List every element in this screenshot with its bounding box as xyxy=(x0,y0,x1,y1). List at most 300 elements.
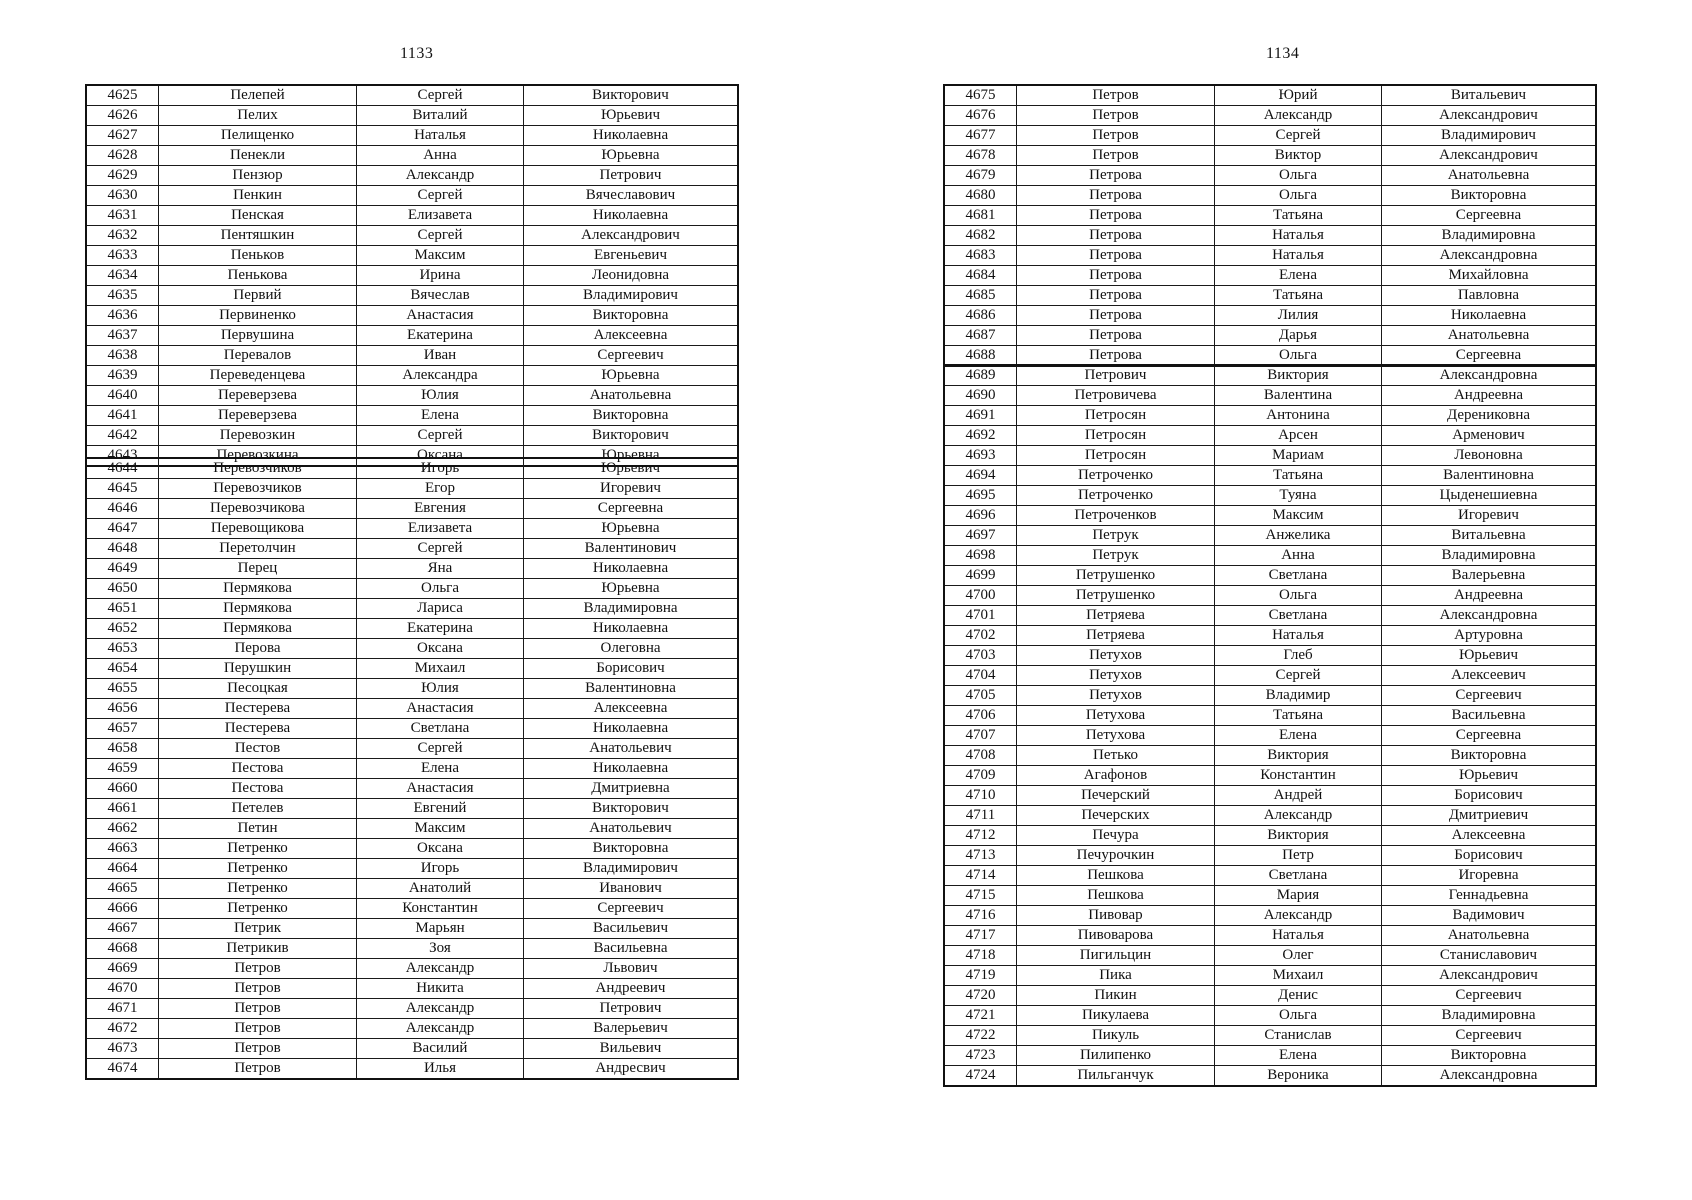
patronymic-cell: Валентинович xyxy=(524,539,739,559)
row-number-cell: 4724 xyxy=(944,1066,1017,1087)
surname-cell: Пелепей xyxy=(159,85,357,106)
page-number-right: 1134 xyxy=(1266,45,1300,62)
surname-cell: Пестова xyxy=(159,759,357,779)
table-row xyxy=(944,446,1596,466)
surname-cell: Петроченко xyxy=(1017,486,1215,506)
table-row xyxy=(86,899,738,919)
first-name-cell: Оксана xyxy=(357,446,524,467)
surname-cell: Пенекли xyxy=(159,146,357,166)
table-row xyxy=(86,458,738,479)
patronymic-cell: Иванович xyxy=(524,879,739,899)
patronymic-cell: Артуровна xyxy=(1382,626,1597,646)
first-name-cell: Никита xyxy=(357,979,524,999)
surname-cell: Пестова xyxy=(159,779,357,799)
surname-cell: Пикин xyxy=(1017,986,1215,1006)
patronymic-cell: Сергеевна xyxy=(1382,206,1597,226)
table-row xyxy=(944,406,1596,426)
table-row xyxy=(86,1039,738,1059)
surname-cell: Пестов xyxy=(159,739,357,759)
row-number-cell: 4659 xyxy=(86,759,159,779)
patronymic-cell: Викторовна xyxy=(1382,746,1597,766)
table-row xyxy=(86,879,738,899)
patronymic-cell: Александровна xyxy=(1382,246,1597,266)
table-row xyxy=(86,779,738,799)
surname-cell: Перевозкина xyxy=(159,446,357,467)
first-name-cell: Ольга xyxy=(1215,166,1382,186)
first-name-cell: Максим xyxy=(357,246,524,266)
surname-cell: Перевозчиков xyxy=(159,479,357,499)
first-name-cell: Елена xyxy=(357,406,524,426)
row-number-cell: 4701 xyxy=(944,606,1017,626)
surname-cell: Песоцкая xyxy=(159,679,357,699)
row-number-cell: 4642 xyxy=(86,426,159,446)
patronymic-cell: Анатольевна xyxy=(1382,166,1597,186)
row-number-cell: 4689 xyxy=(944,365,1017,386)
first-name-cell: Екатерина xyxy=(357,619,524,639)
first-name-cell: Вероника xyxy=(1215,1066,1382,1087)
row-number-cell: 4675 xyxy=(944,85,1017,106)
surname-cell: Петров xyxy=(159,999,357,1019)
first-name-cell: Сергей xyxy=(357,739,524,759)
row-number-cell: 4656 xyxy=(86,699,159,719)
row-number-cell: 4640 xyxy=(86,386,159,406)
patronymic-cell: Анатольевна xyxy=(524,386,739,406)
table-row xyxy=(86,146,738,166)
table-row xyxy=(944,526,1596,546)
first-name-cell: Анна xyxy=(1215,546,1382,566)
table-row xyxy=(944,226,1596,246)
first-name-cell: Анна xyxy=(357,146,524,166)
surname-cell: Петроченков xyxy=(1017,506,1215,526)
first-name-cell: Виктория xyxy=(1215,746,1382,766)
first-name-cell: Евгения xyxy=(357,499,524,519)
patronymic-cell: Игоревна xyxy=(1382,866,1597,886)
surname-cell: Агафонов xyxy=(1017,766,1215,786)
patronymic-cell: Валентиновна xyxy=(1382,466,1597,486)
first-name-cell: Вячеслав xyxy=(357,286,524,306)
table-row xyxy=(86,519,738,539)
row-number-cell: 4682 xyxy=(944,226,1017,246)
first-name-cell: Елена xyxy=(357,759,524,779)
row-number-cell: 4651 xyxy=(86,599,159,619)
surname-cell: Перевощикова xyxy=(159,519,357,539)
surname-cell: Петрова xyxy=(1017,246,1215,266)
table-row xyxy=(86,679,738,699)
table-row xyxy=(86,326,738,346)
surname-cell: Петров xyxy=(1017,85,1215,106)
patronymic-cell: Алексеевна xyxy=(524,699,739,719)
surname-cell: Петухов xyxy=(1017,646,1215,666)
row-number-cell: 4720 xyxy=(944,986,1017,1006)
surname-cell: Первушина xyxy=(159,326,357,346)
row-number-cell: 4693 xyxy=(944,446,1017,466)
table-row xyxy=(86,799,738,819)
table-row xyxy=(86,699,738,719)
table-row xyxy=(944,306,1596,326)
patronymic-cell: Борисович xyxy=(1382,846,1597,866)
row-number-cell: 4667 xyxy=(86,919,159,939)
patronymic-cell: Сергеевич xyxy=(1382,986,1597,1006)
first-name-cell: Сергей xyxy=(357,426,524,446)
row-number-cell: 4655 xyxy=(86,679,159,699)
first-name-cell: Юлия xyxy=(357,679,524,699)
row-number-cell: 4626 xyxy=(86,106,159,126)
row-number-cell: 4679 xyxy=(944,166,1017,186)
patronymic-cell: Юрьевич xyxy=(524,458,739,479)
row-number-cell: 4668 xyxy=(86,939,159,959)
row-number-cell: 4652 xyxy=(86,619,159,639)
row-number-cell: 4671 xyxy=(86,999,159,1019)
right-page xyxy=(846,0,1692,1200)
patronymic-cell: Александровна xyxy=(1382,606,1597,626)
surname-cell: Пестерева xyxy=(159,719,357,739)
surname-cell: Переверзева xyxy=(159,406,357,426)
first-name-cell: Александра xyxy=(357,366,524,386)
row-number-cell: 4719 xyxy=(944,966,1017,986)
first-name-cell: Оксана xyxy=(357,639,524,659)
first-name-cell: Константин xyxy=(357,899,524,919)
surname-cell: Пикулаева xyxy=(1017,1006,1215,1026)
patronymic-cell: Сергеевна xyxy=(1382,726,1597,746)
patronymic-cell: Петрович xyxy=(524,166,739,186)
first-name-cell: Светлана xyxy=(1215,606,1382,626)
table-row xyxy=(944,566,1596,586)
first-name-cell: Наталья xyxy=(1215,246,1382,266)
patronymic-cell: Васильевна xyxy=(524,939,739,959)
first-name-cell: Татьяна xyxy=(1215,466,1382,486)
table-row xyxy=(944,966,1596,986)
patronymic-cell: Викторович xyxy=(524,799,739,819)
row-number-cell: 4691 xyxy=(944,406,1017,426)
row-number-cell: 4650 xyxy=(86,579,159,599)
table-row xyxy=(944,1046,1596,1066)
surname-cell: Петров xyxy=(159,979,357,999)
patronymic-cell: Владимировна xyxy=(524,599,739,619)
row-number-cell: 4681 xyxy=(944,206,1017,226)
surname-cell: Петухова xyxy=(1017,726,1215,746)
patronymic-cell: Викторович xyxy=(524,85,739,106)
first-name-cell: Ольга xyxy=(1215,586,1382,606)
row-number-cell: 4673 xyxy=(86,1039,159,1059)
first-name-cell: Анжелика xyxy=(1215,526,1382,546)
row-number-cell: 4717 xyxy=(944,926,1017,946)
row-number-cell: 4683 xyxy=(944,246,1017,266)
surname-cell: Петрова xyxy=(1017,226,1215,246)
surname-cell: Печурочкин xyxy=(1017,846,1215,866)
patronymic-cell: Сергеевич xyxy=(524,899,739,919)
surname-cell: Перевозкин xyxy=(159,426,357,446)
row-number-cell: 4629 xyxy=(86,166,159,186)
surname-cell: Перетолчин xyxy=(159,539,357,559)
patronymic-cell: Игоревич xyxy=(1382,506,1597,526)
row-number-cell: 4712 xyxy=(944,826,1017,846)
patronymic-cell: Анатольевна xyxy=(1382,326,1597,346)
surname-cell: Петров xyxy=(159,1039,357,1059)
patronymic-cell: Левоновна xyxy=(1382,446,1597,466)
patronymic-cell: Васильевна xyxy=(1382,706,1597,726)
table-row xyxy=(944,466,1596,486)
surname-cell: Печерских xyxy=(1017,806,1215,826)
surname-cell: Петухов xyxy=(1017,666,1215,686)
first-name-cell: Яна xyxy=(357,559,524,579)
patronymic-cell: Дмитриевич xyxy=(1382,806,1597,826)
row-number-cell: 4638 xyxy=(86,346,159,366)
table-row xyxy=(944,346,1596,367)
first-name-cell: Василий xyxy=(357,1039,524,1059)
patronymic-cell: Анатольевич xyxy=(524,739,739,759)
patronymic-cell: Владимирович xyxy=(524,286,739,306)
table-row xyxy=(944,826,1596,846)
table-row xyxy=(944,546,1596,566)
first-name-cell: Марьян xyxy=(357,919,524,939)
row-number-cell: 4643 xyxy=(86,446,159,467)
first-name-cell: Наталья xyxy=(357,126,524,146)
first-name-cell: Екатерина xyxy=(357,326,524,346)
row-number-cell: 4637 xyxy=(86,326,159,346)
patronymic-cell: Андреевич xyxy=(524,979,739,999)
surname-cell: Петрик xyxy=(159,919,357,939)
surname-cell: Пестерева xyxy=(159,699,357,719)
first-name-cell: Максим xyxy=(357,819,524,839)
registry-table xyxy=(943,84,1597,367)
row-number-cell: 4677 xyxy=(944,126,1017,146)
row-number-cell: 4698 xyxy=(944,546,1017,566)
first-name-cell: Александр xyxy=(357,959,524,979)
table-row xyxy=(944,206,1596,226)
patronymic-cell: Игоревич xyxy=(524,479,739,499)
table-row xyxy=(944,85,1596,106)
patronymic-cell: Алексеевна xyxy=(524,326,739,346)
surname-cell: Пика xyxy=(1017,966,1215,986)
patronymic-cell: Вячеславович xyxy=(524,186,739,206)
table-row xyxy=(86,106,738,126)
row-number-cell: 4674 xyxy=(86,1059,159,1080)
patronymic-cell: Сергеевна xyxy=(524,499,739,519)
row-number-cell: 4684 xyxy=(944,266,1017,286)
table-row xyxy=(944,126,1596,146)
row-number-cell: 4708 xyxy=(944,746,1017,766)
first-name-cell: Андрей xyxy=(1215,786,1382,806)
row-number-cell: 4722 xyxy=(944,1026,1017,1046)
surname-cell: Петросян xyxy=(1017,406,1215,426)
table-row xyxy=(86,599,738,619)
row-number-cell: 4676 xyxy=(944,106,1017,126)
surname-cell: Петрикив xyxy=(159,939,357,959)
row-number-cell: 4716 xyxy=(944,906,1017,926)
table-row xyxy=(944,1006,1596,1026)
first-name-cell: Елена xyxy=(1215,266,1382,286)
first-name-cell: Виктория xyxy=(1215,826,1382,846)
patronymic-cell: Сергеевич xyxy=(524,346,739,366)
table-row xyxy=(944,626,1596,646)
surname-cell: Пешкова xyxy=(1017,866,1215,886)
table-row xyxy=(944,786,1596,806)
table-row xyxy=(86,186,738,206)
row-number-cell: 4704 xyxy=(944,666,1017,686)
surname-cell: Петухова xyxy=(1017,706,1215,726)
surname-cell: Печура xyxy=(1017,826,1215,846)
patronymic-cell: Владимировна xyxy=(1382,1006,1597,1026)
surname-cell: Перевалов xyxy=(159,346,357,366)
first-name-cell: Светлана xyxy=(1215,566,1382,586)
patronymic-cell: Юрьевич xyxy=(524,106,739,126)
patronymic-cell: Андреевна xyxy=(1382,586,1597,606)
row-number-cell: 4663 xyxy=(86,839,159,859)
row-number-cell: 4636 xyxy=(86,306,159,326)
row-number-cell: 4661 xyxy=(86,799,159,819)
patronymic-cell: Владимировна xyxy=(1382,226,1597,246)
surname-cell: Пивоварова xyxy=(1017,926,1215,946)
surname-cell: Пензюр xyxy=(159,166,357,186)
patronymic-cell: Сергеевна xyxy=(1382,346,1597,367)
patronymic-cell: Валерьевна xyxy=(1382,566,1597,586)
first-name-cell: Александр xyxy=(357,999,524,1019)
first-name-cell: Глеб xyxy=(1215,646,1382,666)
patronymic-cell: Анатольевич xyxy=(524,819,739,839)
row-number-cell: 4706 xyxy=(944,706,1017,726)
row-number-cell: 4653 xyxy=(86,639,159,659)
surname-cell: Петряева xyxy=(1017,626,1215,646)
patronymic-cell: Вильевич xyxy=(524,1039,739,1059)
table-row xyxy=(944,186,1596,206)
patronymic-cell: Витальевна xyxy=(1382,526,1597,546)
first-name-cell: Мариам xyxy=(1215,446,1382,466)
first-name-cell: Станислав xyxy=(1215,1026,1382,1046)
table-row xyxy=(944,886,1596,906)
row-number-cell: 4648 xyxy=(86,539,159,559)
patronymic-cell: Викторовна xyxy=(1382,1046,1597,1066)
table-row xyxy=(86,739,738,759)
patronymic-cell: Евгеньевич xyxy=(524,246,739,266)
table-row xyxy=(86,639,738,659)
first-name-cell: Татьяна xyxy=(1215,706,1382,726)
table-row xyxy=(86,919,738,939)
page-number-left: 1133 xyxy=(400,45,434,62)
patronymic-cell: Александрович xyxy=(1382,966,1597,986)
surname-cell: Пивовар xyxy=(1017,906,1215,926)
surname-cell: Пермякова xyxy=(159,619,357,639)
patronymic-cell: Анатольевна xyxy=(1382,926,1597,946)
patronymic-cell: Александровна xyxy=(1382,365,1597,386)
surname-cell: Переведенцева xyxy=(159,366,357,386)
surname-cell: Перушкин xyxy=(159,659,357,679)
first-name-cell: Туяна xyxy=(1215,486,1382,506)
table-row xyxy=(86,1059,738,1080)
table-row xyxy=(944,706,1596,726)
surname-cell: Петрова xyxy=(1017,186,1215,206)
surname-cell: Петросян xyxy=(1017,426,1215,446)
row-number-cell: 4699 xyxy=(944,566,1017,586)
patronymic-cell: Владимировна xyxy=(1382,546,1597,566)
table-row xyxy=(944,806,1596,826)
table-row xyxy=(86,659,738,679)
surname-cell: Пенская xyxy=(159,206,357,226)
patronymic-cell: Валентиновна xyxy=(524,679,739,699)
surname-cell: Петрович xyxy=(1017,365,1215,386)
first-name-cell: Елена xyxy=(1215,1046,1382,1066)
row-number-cell: 4695 xyxy=(944,486,1017,506)
patronymic-cell: Витальевич xyxy=(1382,85,1597,106)
surname-cell: Петрук xyxy=(1017,526,1215,546)
table-row xyxy=(944,1026,1596,1046)
surname-cell: Пикуль xyxy=(1017,1026,1215,1046)
table-row xyxy=(944,386,1596,406)
first-name-cell: Сергей xyxy=(357,226,524,246)
first-name-cell: Валентина xyxy=(1215,386,1382,406)
table-row xyxy=(86,1019,738,1039)
surname-cell: Петренко xyxy=(159,839,357,859)
row-number-cell: 4688 xyxy=(944,346,1017,367)
first-name-cell: Ольга xyxy=(1215,1006,1382,1026)
first-name-cell: Евгений xyxy=(357,799,524,819)
table-row xyxy=(944,646,1596,666)
surname-cell: Петров xyxy=(159,1059,357,1080)
surname-cell: Перевозчикова xyxy=(159,499,357,519)
row-number-cell: 4723 xyxy=(944,1046,1017,1066)
row-number-cell: 4634 xyxy=(86,266,159,286)
first-name-cell: Виктор xyxy=(1215,146,1382,166)
surname-cell: Петров xyxy=(1017,146,1215,166)
first-name-cell: Игорь xyxy=(357,458,524,479)
row-number-cell: 4702 xyxy=(944,626,1017,646)
patronymic-cell: Львович xyxy=(524,959,739,979)
patronymic-cell: Алексеевич xyxy=(1382,666,1597,686)
row-number-cell: 4664 xyxy=(86,859,159,879)
surname-cell: Первий xyxy=(159,286,357,306)
table-row xyxy=(944,746,1596,766)
surname-cell: Петухов xyxy=(1017,686,1215,706)
row-number-cell: 4685 xyxy=(944,286,1017,306)
patronymic-cell: Петрович xyxy=(524,999,739,1019)
table-row xyxy=(86,85,738,106)
row-number-cell: 4711 xyxy=(944,806,1017,826)
table-row xyxy=(944,486,1596,506)
first-name-cell: Елизавета xyxy=(357,206,524,226)
patronymic-cell: Николаевна xyxy=(524,126,739,146)
first-name-cell: Олег xyxy=(1215,946,1382,966)
patronymic-cell: Геннадьевна xyxy=(1382,886,1597,906)
surname-cell: Пигильцин xyxy=(1017,946,1215,966)
patronymic-cell: Леонидовна xyxy=(524,266,739,286)
row-number-cell: 4628 xyxy=(86,146,159,166)
first-name-cell: Егор xyxy=(357,479,524,499)
table-row xyxy=(944,286,1596,306)
table-row xyxy=(944,666,1596,686)
table-row xyxy=(86,619,738,639)
row-number-cell: 4696 xyxy=(944,506,1017,526)
surname-cell: Петелев xyxy=(159,799,357,819)
first-name-cell: Лариса xyxy=(357,599,524,619)
surname-cell: Петренко xyxy=(159,859,357,879)
row-number-cell: 4686 xyxy=(944,306,1017,326)
surname-cell: Пелих xyxy=(159,106,357,126)
table-row xyxy=(944,426,1596,446)
table-row xyxy=(944,846,1596,866)
patronymic-cell: Александровна xyxy=(1382,1066,1597,1087)
row-number-cell: 4657 xyxy=(86,719,159,739)
surname-cell: Пенкин xyxy=(159,186,357,206)
row-number-cell: 4697 xyxy=(944,526,1017,546)
surname-cell: Петрова xyxy=(1017,266,1215,286)
patronymic-cell: Борисович xyxy=(1382,786,1597,806)
surname-cell: Петрова xyxy=(1017,346,1215,367)
row-number-cell: 4625 xyxy=(86,85,159,106)
patronymic-cell: Юрьевна xyxy=(524,519,739,539)
patronymic-cell: Павловна xyxy=(1382,286,1597,306)
first-name-cell: Ольга xyxy=(1215,186,1382,206)
row-number-cell: 4705 xyxy=(944,686,1017,706)
first-name-cell: Арсен xyxy=(1215,426,1382,446)
